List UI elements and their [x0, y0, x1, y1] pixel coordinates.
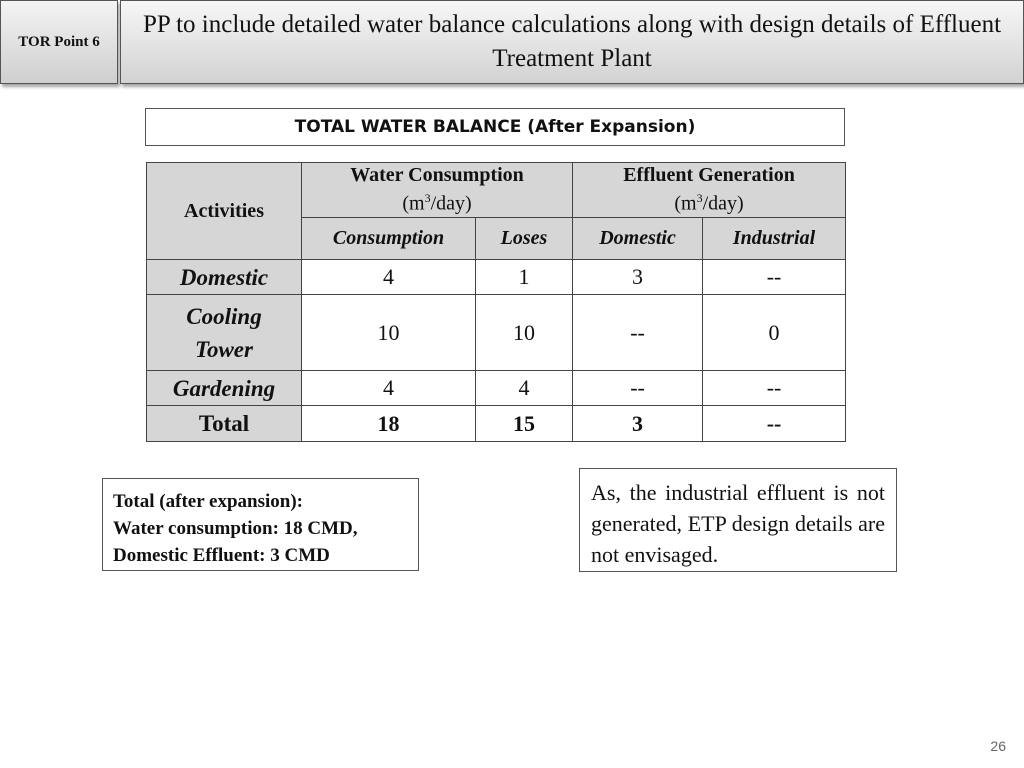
- table-title-text: TOTAL WATER BALANCE (After Expansion): [294, 117, 696, 137]
- water-balance-table: [146, 162, 846, 442]
- water-consumption-header: [302, 163, 573, 218]
- tor-point-label: [0, 0, 118, 84]
- table-cell: --: [573, 295, 703, 371]
- table-cell: 3: [573, 260, 703, 295]
- table-row: [147, 371, 846, 406]
- table-cell: 1: [476, 260, 573, 295]
- page-number: 26: [990, 738, 1006, 754]
- unit-sup: 3: [424, 191, 431, 206]
- total-cell: 15: [476, 406, 573, 442]
- effluent-generation-title: Effluent Generation: [623, 164, 795, 187]
- water-consumption-title: Water Consumption: [350, 164, 524, 187]
- total-cell: 18: [302, 406, 476, 442]
- table-cell: 4: [476, 371, 573, 406]
- table-header-row: [147, 163, 846, 218]
- loses-subheader: Loses: [476, 218, 573, 260]
- unit-sup: 3: [696, 191, 703, 206]
- tor-point-text: TOR Point 6: [18, 33, 100, 50]
- unit-prefix: (m: [674, 192, 697, 215]
- table-row: [147, 260, 846, 295]
- total-label: Total: [147, 406, 302, 442]
- summary-line: Water consumption: 18 CMD,: [113, 518, 358, 539]
- table-cell: 4: [302, 371, 476, 406]
- total-row: [147, 406, 846, 442]
- activities-header: Activities: [147, 163, 302, 260]
- slide-title: [120, 0, 1024, 84]
- row-label-line: Cooling: [186, 303, 262, 329]
- table-cell: 10: [302, 295, 476, 371]
- domestic-subheader: Domestic: [573, 218, 703, 260]
- industrial-subheader: Industrial: [703, 218, 846, 260]
- table-cell: 0: [703, 295, 846, 371]
- table-cell: 4: [302, 260, 476, 295]
- unit-suffix: /day): [702, 192, 744, 215]
- table-title: [145, 108, 845, 146]
- row-label: [147, 295, 302, 371]
- slide-title-text: PP to include detailed water balance calculations along with design details of Effluent Treatment Plant: [142, 11, 1002, 72]
- unit-suffix: /day): [430, 192, 472, 215]
- effluent-generation-header: [573, 163, 846, 218]
- total-cell: --: [703, 406, 846, 442]
- table-cell: --: [703, 371, 846, 406]
- unit-prefix: (m: [402, 192, 425, 215]
- summary-line: Total (after expansion):: [113, 491, 303, 512]
- note-text: As, the industrial effluent is not generated, ETP design details are not envisaged.: [591, 480, 885, 567]
- row-label: Domestic: [147, 260, 302, 295]
- row-label: Gardening: [147, 371, 302, 406]
- row-label-line: Tower: [195, 336, 253, 362]
- table-row: [147, 295, 846, 371]
- total-cell: 3: [573, 406, 703, 442]
- effluent-generation-unit: [573, 187, 845, 216]
- table-cell: 10: [476, 295, 573, 371]
- table-cell: --: [573, 371, 703, 406]
- summary-box: [102, 478, 419, 571]
- summary-line: Domestic Effluent: 3 CMD: [113, 545, 330, 566]
- note-box: [579, 468, 897, 572]
- table-cell: --: [703, 260, 846, 295]
- water-consumption-unit: [302, 187, 572, 216]
- consumption-subheader: Consumption: [302, 218, 476, 260]
